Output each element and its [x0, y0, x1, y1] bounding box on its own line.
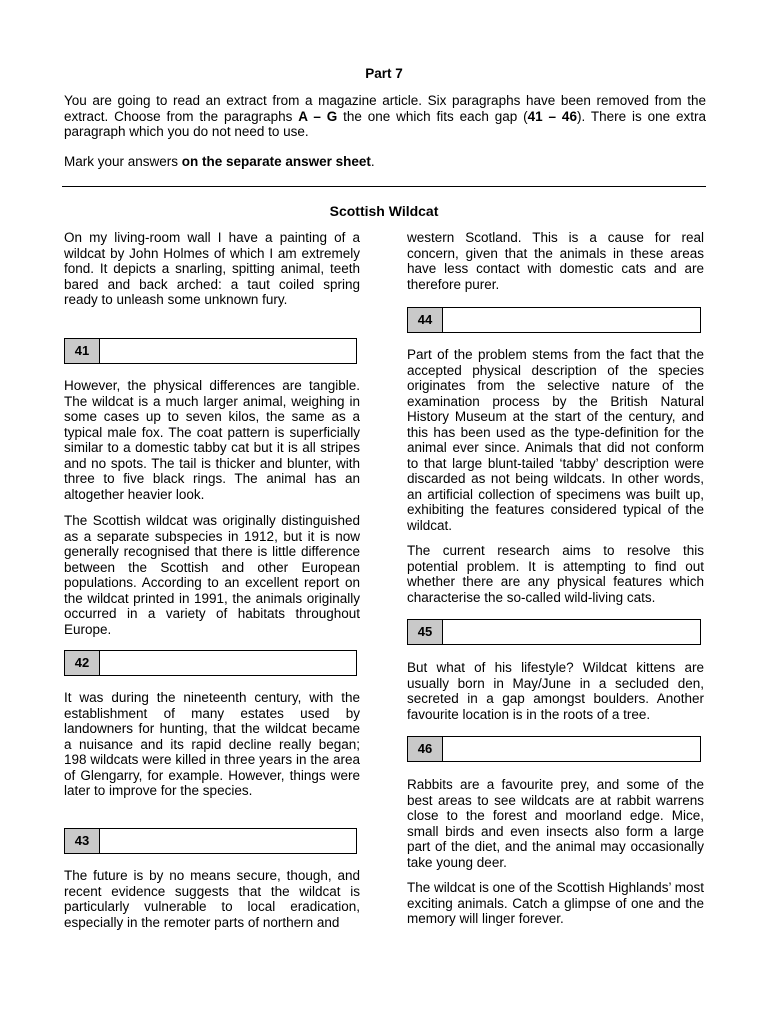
gap-blank[interactable]: [443, 308, 700, 332]
paragraph: The wildcat is one of the Scottish Highlands’ most exciting animals. Catch a glimpse of one and the memory will linger forever.: [407, 880, 704, 926]
divider: [62, 186, 706, 187]
instructions-paragraph: [64, 93, 706, 140]
gap-box[interactable]: [407, 307, 701, 333]
gap-blank[interactable]: [100, 651, 356, 675]
paragraph: The Scottish wildcat was originally distinguished as a separate subspecies in 1912, but it is now generally recognised that there is little difference between the Scottish and other European populations. According to an excellent report on the wildcat printed in 1991, the animals originally occurred in a variety of habitats throughout Europe.: [64, 513, 360, 637]
instr-text: ). There is one extra paragraph which you do not need to use.: [64, 108, 706, 140]
paragraph: On my living-room wall I have a painting of a wildcat by John Holmes of which I am extremely fond. It depicts a snarling, spitting animal, teeth bared and back arched: a taut coiled spring ready to unleash some unknown fury.: [64, 230, 360, 307]
paragraph: But what of his lifestyle? Wildcat kittens are usually born in May/June in a secluded den, secreted in a gap amongst boulders. Another favourite location is in the roots of a tree.: [407, 660, 704, 722]
gap-number: 42: [65, 651, 100, 675]
gap-blank[interactable]: [100, 829, 356, 853]
answer-instruction: [64, 154, 706, 170]
instr-range-letters: A – G: [298, 108, 338, 124]
gap-number: 45: [408, 620, 443, 644]
paragraph: western Scotland. This is a cause for real concern, given that the animals in these areas have less contact with domestic cats and are therefore purer.: [407, 230, 704, 292]
gap-box[interactable]: [407, 736, 701, 762]
gap-box[interactable]: [64, 338, 357, 364]
gap-box[interactable]: [64, 828, 357, 854]
instr-emphasis: on the separate answer sheet: [181, 154, 371, 169]
gap-number: 46: [408, 737, 443, 761]
instr-text: the one which fits each gap (: [337, 108, 528, 124]
gap-box[interactable]: [407, 619, 701, 645]
gap-number: 43: [65, 829, 100, 853]
gap-number: 41: [65, 339, 100, 363]
instructions: [64, 93, 706, 140]
instr-text: .: [370, 154, 375, 169]
instr-range-numbers: 41 – 46: [527, 108, 577, 124]
gap-blank[interactable]: [443, 620, 700, 644]
paragraph: It was during the nineteenth century, with the establishment of many estates used by landowners for hunting, that the wildcat became a nuisance and its rapid decline really began; 198 wildcats were killed in three years in the area of Glengarry, for example. However, things were later to improve for the species.: [64, 690, 360, 798]
part-title: Part 7: [365, 66, 403, 81]
instr-text: Mark your answers: [64, 154, 182, 169]
instr-text: You are going to read an extract from a magazine article. Six paragraphs have been removed from the extract. Choose from the paragraphs: [64, 93, 706, 124]
article-title: Scottish Wildcat: [329, 203, 439, 219]
paragraph: Part of the problem stems from the fact that the accepted physical description of the species originates from the selective nature of the examination process by the British Natural History Museum at the start of the century, and this has been used as the type-definition for the animal ever since. Animals that did not conform to that large blunt-tailed ‘tabby’ description were discarded as not being wildcats. In other words, an artificial collection of specimens was built up, exhibiting the features considered typical of the wildcat.: [407, 347, 704, 533]
gap-blank[interactable]: [100, 339, 356, 363]
paragraph: However, the physical differences are tangible. The wildcat is a much larger animal, weighing in some cases up to seven kilos, the same as a typical male fox. The coat pattern is superficially similar to a domestic tabby cat but it is all stripes and no spots. The tail is thicker and blunter, with three to five black rings. The animal has an altogether heavier look.: [64, 378, 360, 502]
paragraph: The future is by no means secure, though, and recent evidence suggests that the wildcat is particularly vulnerable to local eradication, especially in the remoter parts of northern and: [64, 868, 360, 930]
gap-box[interactable]: [64, 650, 357, 676]
paragraph: The current research aims to resolve this potential problem. It is attempting to find out whether there are any physical features which characterise the so-called wild-living cats.: [407, 543, 704, 605]
gap-blank[interactable]: [443, 737, 700, 761]
gap-number: 44: [408, 308, 443, 332]
paragraph: Rabbits are a favourite prey, and some of the best areas to see wildcats are at rabbit warrens close to the forest and moorland edge. Mice, small birds and even insects also form a large part of the diet, and the animal may occasionally take young deer.: [407, 777, 704, 870]
